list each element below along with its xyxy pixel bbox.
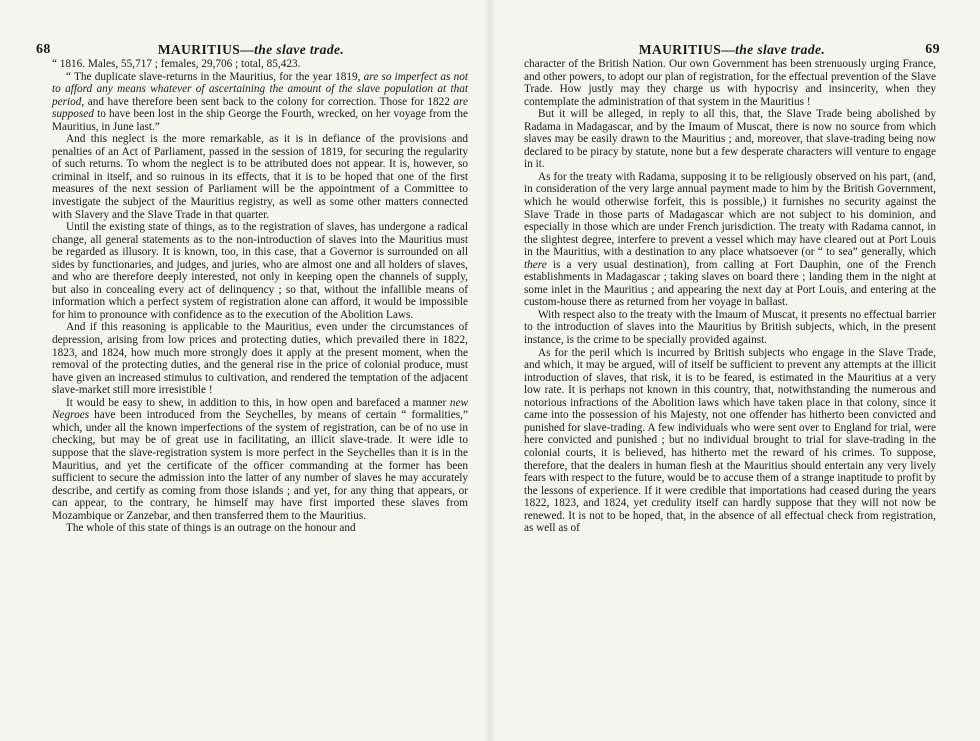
paragraph: And if this reasoning is applicable to the Mauritius, even under the circumstances of depression, arising from low prices and protecting duties, which prevailed there in 1822, 1823, and 1824, how much more strongly does it apply at the present moment, when the removal of the protecting duties, and the general rise in the price of colonial produce, must have given an increased stimulus to cultivation, and rendered the temptation of the adjacent slave-market still more irresistible ! <box>52 321 468 397</box>
paragraph: Until the existing state of things, as to the registration of slaves, has undergone a radical change, all general statements as to the non-introduction of slaves into the Mauritius must be regarded as illusory. It is known, too, in this case, that a Governor is surrounded on all sides by functionaries, and judges, and juries, who are almost one and all holders of slaves, and who are therefore deeply interested, not only in keeping open the channels of supply, but also in concealing every act of delinquency ; so that, without the infallible means of information which a perfect system of registration alone can afford, it would be impossible for him to pronounce with confidence as to the execution of the Abolition Laws. <box>52 221 468 321</box>
paragraph: As for the peril which is incurred by British subjects who engage in the Slave Trade, and which, it may be argued, will of itself be sufficient to prevent any attempts at the illicit introduction of slaves, that risk, it is to be feared, is estimated in the Mauritius at a very low rate. It is perhaps not known in this country, that, notwithstanding the numerous and notorious infractions of the Abolition laws which have taken place in that colony, since it came into the possession of his Majesty, not one offender has hitherto been convicted and punished for slave-trading. A few individuals who were sent over to England for trial, were here convicted and punished ; but no individual brought to trial for slave-trading in the colonial courts, it is believed, has hitherto met the reward of his crimes. To suppose, therefore, that the dealers in human flesh at the Mauritius should entertain any very lively fears with respect to the future, would be to accuse them of a strange inaptitude to profit by the lessons of experience. If it were credible that importations had ceased during the years 1822, 1823, and 1824, yet credulity itself can hardly suppose that they will not now be renewed. It is not to be hoped, that, in the absence of all effectual check from registration, as well as of <box>524 346 936 535</box>
paragraph: As for the treaty with Radama, supposing it to be religiously observed on his part, (and, in consideration of the very large annual payment made to him by the British Government, which he would otherwise forfeit, this is possible,) it furnishes no security against the Slave Trade in those parts of Madagascar which are not subject to his dominion, and especially in those which are under French jurisdiction. The treaty with Radama cannot, in the slightest degree, interfere to prevent a vessel which may have cleared out at Port Louis in the Mauritius, with a destination to any place whatsoever (or “ to sea” generally, which there is a very usual destination), from calling at Fort Dauphin, one of the French establishments in Madagascar ; taking slaves on board there ; landing them in the night at some inlet in the Mauritius ; and appearing the next day at Port Louis, and entering at the custom-house there as returned from her voyage in ballast. <box>524 170 936 309</box>
right-running-title: MAURITIUS—the slave trade. <box>638 42 826 57</box>
paragraph: With respect also to the treaty with the Imaum of Muscat, it presents no effectual barrier to the introduction of slaves into the Mauritius by British subjects, which, in the present instance, is the crime to be specially provided against. <box>524 308 936 347</box>
paragraph: And this neglect is the more remarkable, as it is in defiance of the provisions and penalties of an Act of Parliament, passed in the session of 1819, for securing the regularity of such returns. To whom the neglect is to be attributed does not appear. It is, however, so criminal in itself, and so ruinous in its effects, that it is to be hoped that one of the first measures of the next session of Parliament will be the appointment of a Committee to investigate the subject of the Mauritius registry, as well as some other matters connected with Slavery and the Slave Trade in that quarter. <box>52 133 468 221</box>
left-page-body <box>52 58 468 733</box>
paragraph: But it will be alleged, in reply to all this, that, the Slave Trade being abolished by Radama in Madagascar, and by the Imaum of Muscat, there is now no source from which slaves may be easily drawn to the Mauritius ; and, moreover, that slave-trading being now declared to be piracy by statute, none but a few desperate characters will venture to engage in it. <box>524 108 936 171</box>
paragraph: The whole of this state of things is an outrage on the honour and <box>66 522 356 535</box>
left-page-number: 68 <box>36 42 51 57</box>
paragraph: “ 1816. Males, 55,717 ; females, 29,706 ; total, 85,423. <box>52 58 301 70</box>
left-running-title: MAURITIUS—the slave trade. <box>157 42 345 57</box>
right-page-number: 69 <box>925 42 940 57</box>
paragraph: “ The duplicate slave-returns in the Mauritius, for the year 1819, are so imperfect as not to afford any means whatever of ascertaining the amount of the slave population at that period, and have therefore been sent back to the colony for correction. Those for 1822 are supposed to have been lost in the ship George the Fourth, wrecked, on her voyage from the Mauritius, in June last.” <box>52 70 468 133</box>
right-page <box>490 0 980 741</box>
paragraph: It would be easy to shew, in addition to this, in how open and barefaced a manner new Negroes have been introduced from the Seychelles, by means of certain “ formalities,” which, under all the known imperfections of the system of registration, can be of no use in checking, but may be of great use in facilitating, an illicit slave-trade. It were idle to suppose that the slave-registration system is more perfect in the Seychelles than it is in the Mauritius, and yet the certificate of the officer commanding at the former has been sufficient to secure the admission into the latter of any number of slaves he may accurately describe, and certify as coming from those islands ; and yet, for any thing that appears, or can appear, to the contrary, he himself may have first imported these slaves from Mozambique or Zanzebar, and then transferred them to the Mauritius. <box>52 396 468 522</box>
right-page-body <box>524 58 936 733</box>
paragraph: character of the British Nation. Our own Government has been strenuously urging France, and other powers, to adopt our plan of registration, for the effectual prevention of the Slave Trade. How justly may they charge us with hypocrisy and insincerity, when they contemplate the administration of that system in the Mauritius ! <box>524 58 936 108</box>
